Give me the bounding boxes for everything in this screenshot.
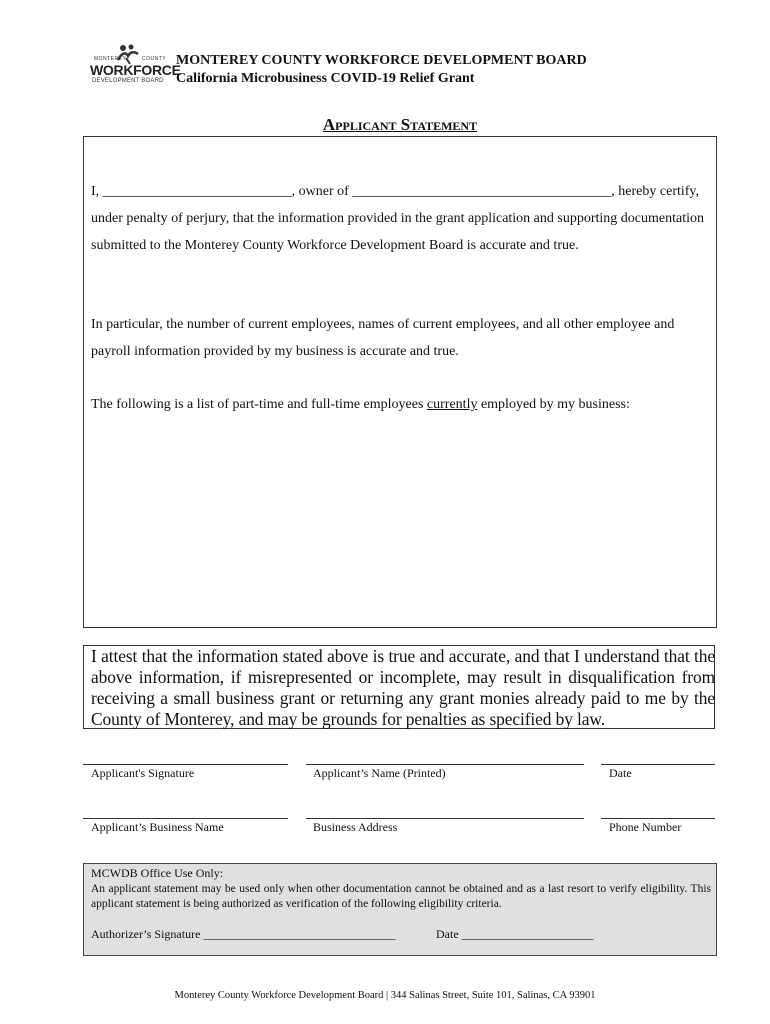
business-address-label: Business Address <box>313 820 398 834</box>
underlined-word: currently <box>426 397 478 412</box>
business-address-line[interactable] <box>306 818 584 819</box>
logo-main-text: WORKFORCE <box>90 62 181 78</box>
applicant-name-label: Applicant’s Name (Printed) <box>313 766 446 780</box>
applicant-signature-label: Applicant's Signature <box>91 766 195 780</box>
certification-paragraph: I, ___________________________, owner of _____________________________________, hereby certify, under penalty of perjury, that the information provided in the grant application and supporting documentation submitted to the Monterey County Workforce Development Board is accurate and true. <box>91 184 704 253</box>
intro-text-after: employed by my business: <box>477 397 630 412</box>
date-label: Date <box>609 766 632 780</box>
name-line[interactable] <box>306 764 584 765</box>
office-use-heading: MCWDB Office Use Only: <box>91 866 224 880</box>
business-name-label: Applicant’s Business Name <box>91 820 224 834</box>
authorizer-date-field[interactable]: Date ______________________ <box>436 927 594 941</box>
logo-top-right-text: COUNTY <box>142 56 167 62</box>
page-title: Applicant Statement <box>322 115 478 134</box>
office-use-box <box>83 863 717 956</box>
logo-sub-text: DEVELOPMENT BOARD <box>92 78 164 84</box>
employees-paragraph: In particular, the number of current employees, names of current employees, and all other employee and payroll information provided by my business is accurate and true. <box>91 317 675 359</box>
phone-line[interactable] <box>601 818 715 819</box>
program-name: California Microbusiness COVID-19 Relief Grant <box>176 71 475 86</box>
office-use-description: An applicant statement may be used only when other documentation cannot be obtained and as a last resort to verify eligibility. This applicant statement is being authorized as verification of the following eligibility criteria. <box>91 883 711 910</box>
employee-list-intro <box>91 391 711 418</box>
phone-number-label: Phone Number <box>609 820 682 834</box>
footer-address: Monterey County Workforce Development Board | 344 Salinas Street, Suite 101, Salinas, CA 93901 <box>174 990 596 1001</box>
business-name-line[interactable] <box>83 818 288 819</box>
workforce-logo <box>86 44 181 88</box>
attestation-text: I attest that the information stated above is true and accurate, and that I understand that the above information, if misrepresented or incomplete, may result in disqualification from receiving a small business grant or returning any grant monies already paid to me by the County of Monterey, and may be grounds for penalties as specified by law. <box>91 646 715 729</box>
authorizer-signature-field[interactable]: Authorizer’s Signature ________________________________ <box>91 927 396 941</box>
org-name: MONTEREY COUNTY WORKFORCE DEVELOPMENT BOARD <box>176 53 587 68</box>
logo-top-left-text: MONTEREY <box>94 56 127 62</box>
signature-line[interactable] <box>83 764 288 765</box>
date-line[interactable] <box>601 764 715 765</box>
intro-text-before: The following is a list of part-time and full-time employees <box>91 397 427 412</box>
